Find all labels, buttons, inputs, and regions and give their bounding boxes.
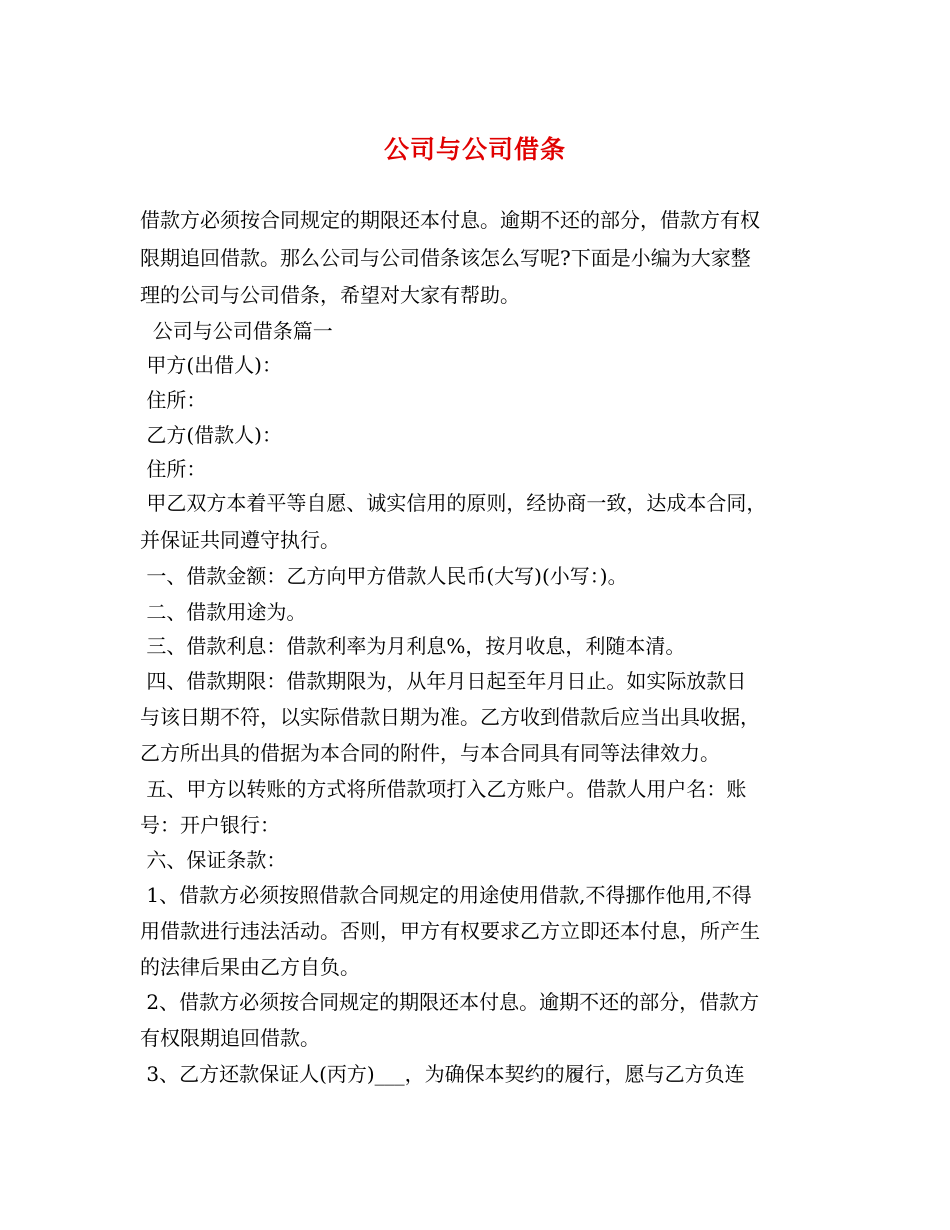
body-line: 五、甲方以转账的方式将所借款项打入乙方账户。借款人用户名：账 <box>140 777 747 801</box>
body-line: 乙方(借款人)： <box>140 423 282 447</box>
body-line: 的法律后果由乙方自负。 <box>140 955 360 979</box>
body-line: 并保证共同遵守执行。 <box>140 528 340 552</box>
body-line: 3、乙方还款保证人(丙方)___，为确保本契约的履行，愿与乙方负连 <box>140 1062 745 1086</box>
page-title: 公司与公司借条 <box>383 135 566 164</box>
body-line: 六、保证条款： <box>140 848 287 872</box>
body-line: 二、借款用途为。 <box>140 600 307 624</box>
body-line: 乙方所出具的借据为本合同的附件，与本合同具有同等法律效力。 <box>140 741 720 765</box>
body-line: 与该日期不符，以实际借款日期为准。乙方收到借款后应当出具收据， <box>140 705 760 729</box>
body-line: 有权限期追回借款。 <box>140 1026 320 1050</box>
body-line: 四、借款期限：借款期限为，从年月日起至年月日止。如实际放款日 <box>140 669 747 693</box>
body-line: 号：开户银行： <box>140 813 280 837</box>
body-line: 三、借款利息：借款利率为月利息%，按月收息，利随本清。 <box>140 634 686 658</box>
body-line: 理的公司与公司借条，希望对大家有帮助。 <box>140 283 520 307</box>
body-line: 限期追回借款。那么公司与公司借条该怎么写呢?下面是小编为大家整 <box>140 246 751 270</box>
body-line: 甲方(出借人)： <box>140 353 282 377</box>
body-line: 甲乙双方本着平等自愿、诚实信用的原则，经协商一致，达成本合同， <box>140 491 767 515</box>
body-line: 用借款进行违法活动。否则，甲方有权要求乙方立即还本付息，所产生 <box>140 919 760 943</box>
body-line: 借款方必须按合同规定的期限还本付息。逾期不还的部分，借款方有权 <box>140 208 760 232</box>
body-line: 2、借款方必须按合同规定的期限还本付息。逾期不还的部分，借款方 <box>140 990 760 1014</box>
body-line: 1、借款方必须按照借款合同规定的用途使用借款,不得挪作他用,不得 <box>140 883 752 907</box>
section-heading: 公司与公司借条篇一 <box>140 319 333 343</box>
body-line: 住所： <box>140 457 207 481</box>
body-line: 一、借款金额：乙方向甲方借款人民币(大写)(小写：)。 <box>140 564 628 588</box>
body-line: 住所： <box>140 388 207 412</box>
